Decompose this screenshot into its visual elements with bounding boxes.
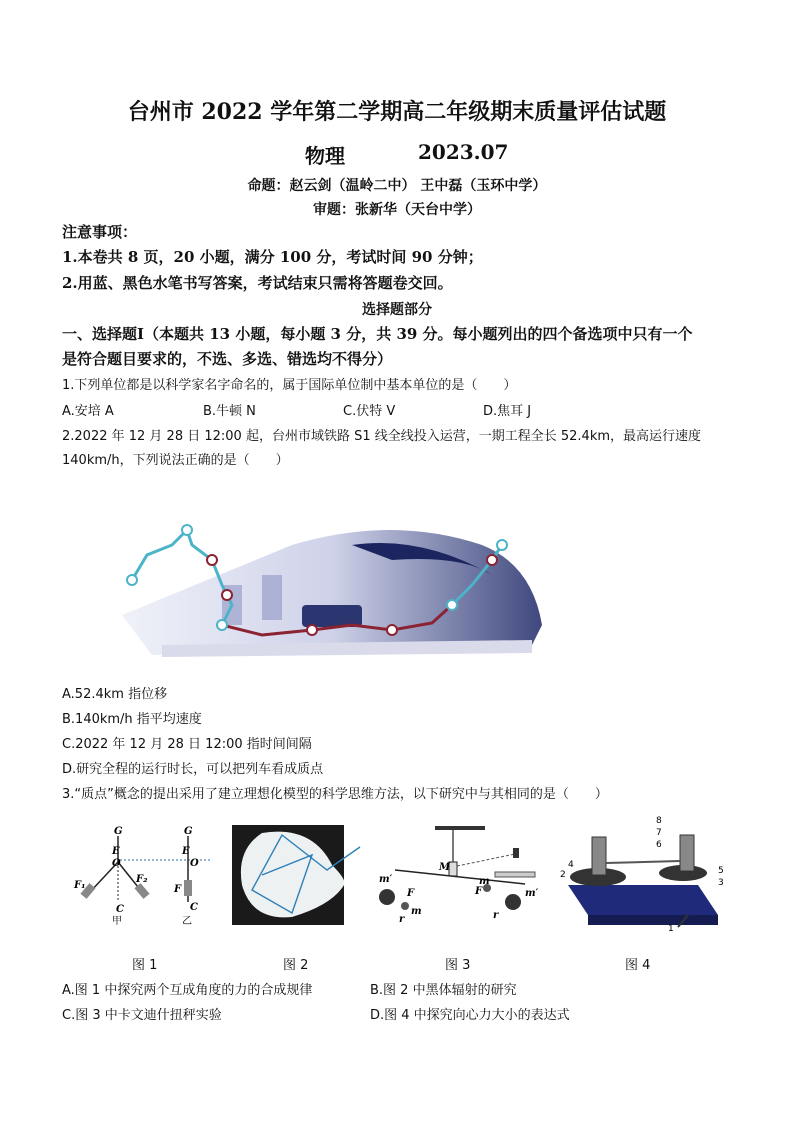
section-title: 选择题部分 xyxy=(362,302,432,318)
q2-stem-line1: 2.2022 年 12 月 28 日 12:00 起，台州市域铁路 S1 线全线投入运营，一期工程全长 52.4km，最高运行速度 xyxy=(62,429,702,444)
part-heading-line1: 一、选择题Ⅰ（本题共 13 小题，每小题 3 分，共 39 分。每小题列出的四个备选项中只有一个 xyxy=(62,325,693,343)
fig1-label-f2: F₂ xyxy=(136,874,148,885)
fig3-label-m-right: m xyxy=(479,876,490,887)
train-route-image xyxy=(62,505,552,670)
fig1-label-e: E xyxy=(112,846,120,857)
reviewer-line: 审题：张新华（天台中学） xyxy=(313,202,481,218)
q3-stem: 3.“质点”概念的提出采用了建立理想化模型的科学思维方法，以下研究中与其相同的是（ ） xyxy=(62,787,608,802)
fig3-label-m-prime-right: m′ xyxy=(525,888,539,899)
q2-option-d: D.研究全程的运行时长，可以把列车看成质点 xyxy=(62,762,324,777)
q1-option-b: B.牛顿 N xyxy=(203,404,256,419)
fig4-label-1: 1 xyxy=(668,924,674,934)
exam-date: 2023.07 xyxy=(418,140,509,164)
part-heading-line2: 是符合题目要求的，不选、多选、错选均不得分） xyxy=(62,350,393,368)
fig1-label-c-2: C xyxy=(190,902,198,913)
fig1-label-g-2: G xyxy=(184,826,193,837)
figure-2-blackbody-cavity xyxy=(232,825,362,925)
q3-option-c: C.图 3 中卡文迪什扭秤实验 xyxy=(62,1008,222,1023)
figure-3-torsion-balance xyxy=(375,822,545,927)
fig3-label-m-left: m xyxy=(411,906,422,917)
exam-title: 台州市 2022 学年第二学期高二年级期末质量评估试题 xyxy=(127,99,667,125)
fig4-label-8: 8 xyxy=(656,816,662,826)
q2-option-c: C.2022 年 12 月 28 日 12:00 指时间间隔 xyxy=(62,737,312,752)
fig4-label-5: 5 xyxy=(718,866,724,876)
fig3-label-m-prime-left: m′ xyxy=(379,874,393,885)
figure-3-caption: 图 3 xyxy=(445,958,471,973)
fig4-label-7: 7 xyxy=(656,828,662,838)
figure-1-force-diagram xyxy=(70,822,220,932)
q2-option-b: B.140km/h 指平均速度 xyxy=(62,712,202,727)
fig1-label-g: G xyxy=(114,826,123,837)
fig4-label-2: 2 xyxy=(560,870,566,880)
fig3-label-f-right: F xyxy=(475,886,483,897)
figure-4-centripetal-apparatus xyxy=(558,815,728,935)
q1-option-a: A.安培 A xyxy=(62,404,114,419)
fig3-label-m-big: M xyxy=(439,862,451,873)
fig1-label-f1: F₁ xyxy=(74,880,86,891)
notice-heading: 注意事项： xyxy=(62,223,138,241)
figure-2-caption: 图 2 xyxy=(283,958,309,973)
authors-line: 命题：赵云剑（温岭二中） 王中磊（玉环中学） xyxy=(247,178,547,194)
notice-item-1: 1.本卷共 8 页，20 小题，满分 100 分，考试时间 90 分钟； xyxy=(62,248,483,266)
q1-stem: 1.下列单位都是以科学家名字命名的，属于国际单位制中基本单位的是（ ） xyxy=(62,378,517,393)
q3-option-b: B.图 2 中黑体辐射的研究 xyxy=(370,983,517,998)
q1-option-c: C.伏特 V xyxy=(343,404,396,419)
fig1-label-yi: 乙 xyxy=(182,916,192,927)
fig3-label-r-left: r xyxy=(399,914,405,925)
q3-option-a: A.图 1 中探究两个互成角度的力的合成规律 xyxy=(62,983,313,998)
figure-4-caption: 图 4 xyxy=(625,958,651,973)
subject-label: 物理 xyxy=(305,144,345,168)
q1-option-d: D.焦耳 J xyxy=(483,404,532,419)
fig1-label-e-2: E xyxy=(182,846,190,857)
fig1-label-f: F xyxy=(174,884,182,895)
fig1-label-o: O xyxy=(112,858,121,869)
fig1-label-c: C xyxy=(116,904,124,915)
q2-option-a: A.52.4km 指位移 xyxy=(62,687,168,702)
fig4-label-3: 3 xyxy=(718,878,724,888)
fig3-label-r-right: r xyxy=(493,910,499,921)
fig4-label-4: 4 xyxy=(568,860,574,870)
fig1-label-o-2: O xyxy=(190,858,199,869)
fig1-label-jia: 甲 xyxy=(112,916,122,927)
q2-stem-line2: 140km/h，下列说法正确的是（ ） xyxy=(62,453,289,468)
q3-option-d: D.图 4 中探究向心力大小的表达式 xyxy=(370,1008,570,1023)
figure-1-caption: 图 1 xyxy=(132,958,158,973)
fig4-label-6: 6 xyxy=(656,840,662,850)
fig3-label-f-left: F xyxy=(407,888,415,899)
notice-item-2: 2.用蓝、黑色水笔书写答案，考试结束只需将答题卷交回。 xyxy=(62,274,453,292)
